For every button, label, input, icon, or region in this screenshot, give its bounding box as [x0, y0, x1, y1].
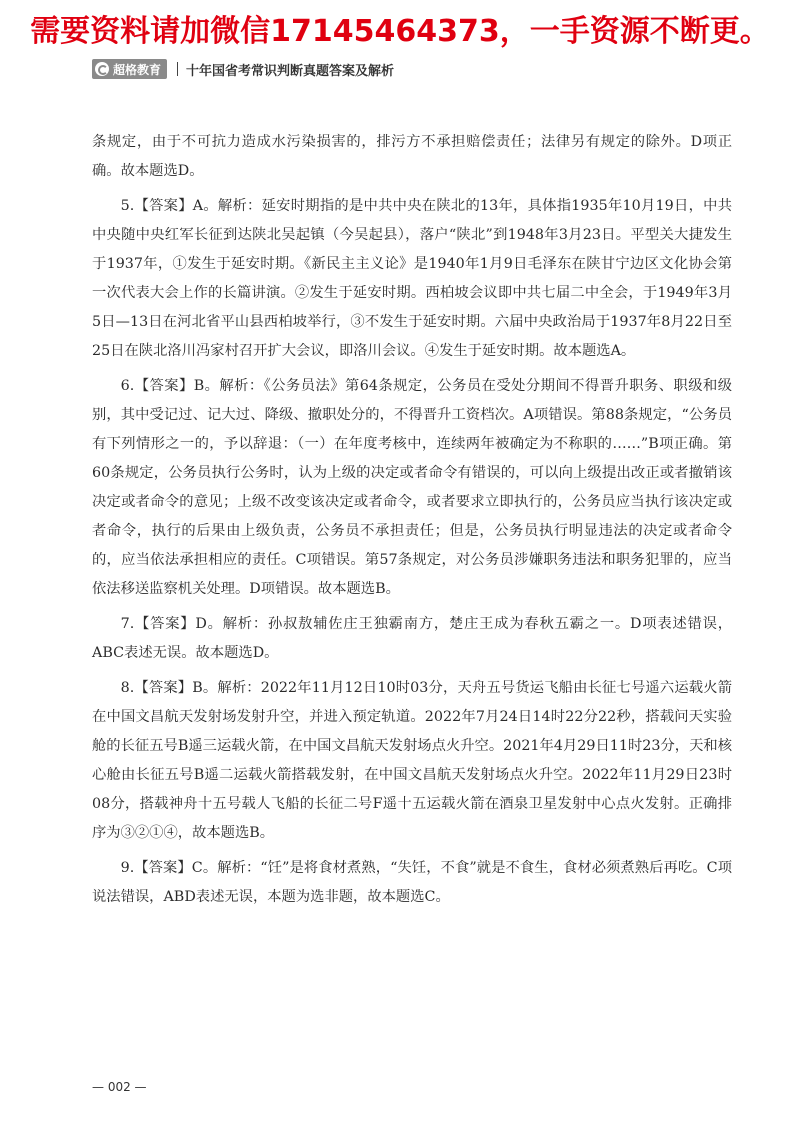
page-number: — 002 — [92, 1080, 147, 1094]
page-header [92, 58, 394, 80]
answer-content [92, 128, 732, 918]
book-title: 十年国省考常识判断真题答案及解析 [186, 63, 395, 79]
paragraph-continuation: 条规定，由于不可抗力造成水污染损害的，排污方不承担赔偿责任；法律另有规定的除外。D项正确。故本题选D。 [92, 134, 732, 179]
logo-icon [95, 62, 109, 76]
answer-6: 6.【答案】B。解析：《公务员法》第64条规定，公务员在受处分期间不得晋升职务、职级和级别，其中受记过、记大过、降级、撤职处分的，不得晋升工资档次。A项错误。第88条规定，“公务员有下列情形之一的，予以辞退：（一）在年度考核中，连续两年被确定为不称职的……”B项正确。第60条规定，公务员执行公务时，认为上级的决定或者命令有错误的，可以向上级提出改正或者撤销该决定或者命令的意见；上级不改变该决定或者命令，或者要求立即执行的，公务员应当执行该决定或者命令，执行的后果由上级负责，公务员不承担责任；但是，公务员执行明显违法的决定或者命令的，应当依法承担相应的责任。C项错误。第57条规定，对公务员涉嫌职务违法和职务犯罪的，应当依法移送监察机关处理。D项错误。故本题选B。 [92, 378, 732, 597]
logo-text: 超格教育 [113, 62, 162, 77]
answer-7: 7.【答案】D。解析：孙叔敖辅佐庄王独霸南方，楚庄王成为春秋五霸之一。D项表述错误，ABC表述无误。故本题选D。 [92, 616, 732, 661]
header-divider [177, 62, 178, 76]
publisher-logo [92, 59, 167, 79]
wechat-banner: 需要资料请加微信17145464373，一手资源不断更。 [30, 14, 770, 49]
answer-9: 9.【答案】C。解析：“饪”是将食材煮熟，“失饪，不食”就是不食生，食材必须煮熟后再吃。C项说法错误，ABD表述无误，本题为选非题，故本题选C。 [92, 860, 732, 905]
answer-5: 5.【答案】A。解析：延安时期指的是中共中央在陕北的13年，具体指1935年10月19日，中共中央随中央红军长征到达陕北吴起镇（今吴起县），落户“陕北”到1948年3月23日。平型关大捷发生于1937年，①发生于延安时期。《新民主主义论》是1940年1月9日毛泽东在陕甘宁边区文化协会第一次代表大会上作的长篇讲演。②发生于延安时期。西柏坡会议即中共七届二中全会，于1949年3月5日—13日在河北省平山县西柏坡举行，③不发生于延安时期。六届中央政治局于1937年8月22日至25日在陕北洛川冯家村召开扩大会议，即洛川会议。④发生于延安时期。故本题选A。 [92, 198, 732, 359]
answer-8: 8.【答案】B。解析：2022年11月12日10时03分，天舟五号货运飞船由长征七号遥六运载火箭在中国文昌航天发射场发射升空，并进入预定轨道。2022年7月24日14时22分22秒，搭载问天实验舱的长征五号B遥三运载火箭，在中国文昌航天发射场点火升空。2021年4月29日11时23分，天和核心舱由长征五号B遥二运载火箭搭载发射，在中国文昌航天发射场点火升空。2022年11月29日23时08分，搭载神舟十五号载人飞船的长征二号F遥十五运载火箭在酒泉卫星发射中心点火发射。正确排序为③②①④，故本题选B。 [92, 680, 732, 841]
